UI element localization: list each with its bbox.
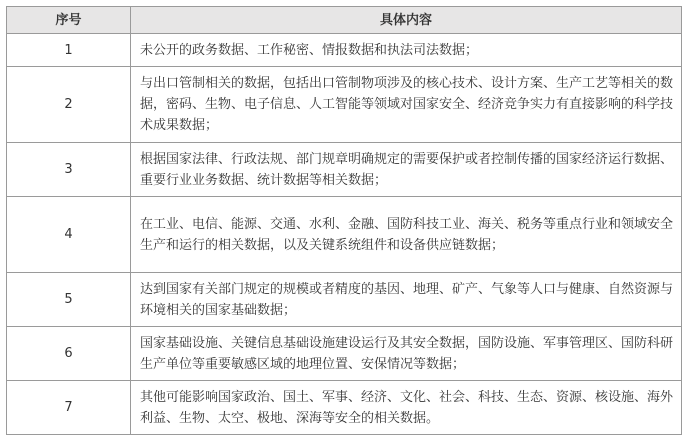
row-content: 在工业、电信、能源、交通、水利、金融、国防科技工业、海关、税务等重点行业和领域安全生产和运行的相关数据，以及关键系统组件和设备供应链数据； xyxy=(131,197,682,273)
row-number: 7 xyxy=(7,381,131,435)
table-row xyxy=(7,327,682,381)
table-row xyxy=(7,143,682,197)
row-number: 6 xyxy=(7,327,131,381)
row-number: 3 xyxy=(7,143,131,197)
table-row xyxy=(7,67,682,143)
data-table-container xyxy=(6,6,681,435)
important-data-table xyxy=(6,6,682,435)
row-content: 根据国家法律、行政法规、部门规章明确规定的需要保护或者控制传播的国家经济运行数据、重要行业业务数据、统计数据等相关数据； xyxy=(131,143,682,197)
header-serial-number: 序号 xyxy=(7,7,131,34)
row-number: 4 xyxy=(7,197,131,273)
table-row xyxy=(7,381,682,435)
row-number: 5 xyxy=(7,273,131,327)
row-content: 未公开的政务数据、工作秘密、情报数据和执法司法数据； xyxy=(131,34,682,67)
row-number: 1 xyxy=(7,34,131,67)
header-specific-content: 具体内容 xyxy=(131,7,682,34)
table-row xyxy=(7,34,682,67)
row-content: 国家基础设施、关键信息基础设施建设运行及其安全数据，国防设施、军事管理区、国防科研生产单位等重要敏感区域的地理位置、安保情况等数据； xyxy=(131,327,682,381)
row-content: 其他可能影响国家政治、国土、军事、经济、文化、社会、科技、生态、资源、核设施、海外利益、生物、太空、极地、深海等安全的相关数据。 xyxy=(131,381,682,435)
table-row xyxy=(7,273,682,327)
table-header-row xyxy=(7,7,682,34)
row-content: 达到国家有关部门规定的规模或者精度的基因、地理、矿产、气象等人口与健康、自然资源与环境相关的国家基础数据； xyxy=(131,273,682,327)
row-content: 与出口管制相关的数据，包括出口管制物项涉及的核心技术、设计方案、生产工艺等相关的数据，密码、生物、电子信息、人工智能等领域对国家安全、经济竞争实力有直接影响的科学技术成果数据； xyxy=(131,67,682,143)
row-number: 2 xyxy=(7,67,131,143)
table-row xyxy=(7,197,682,273)
